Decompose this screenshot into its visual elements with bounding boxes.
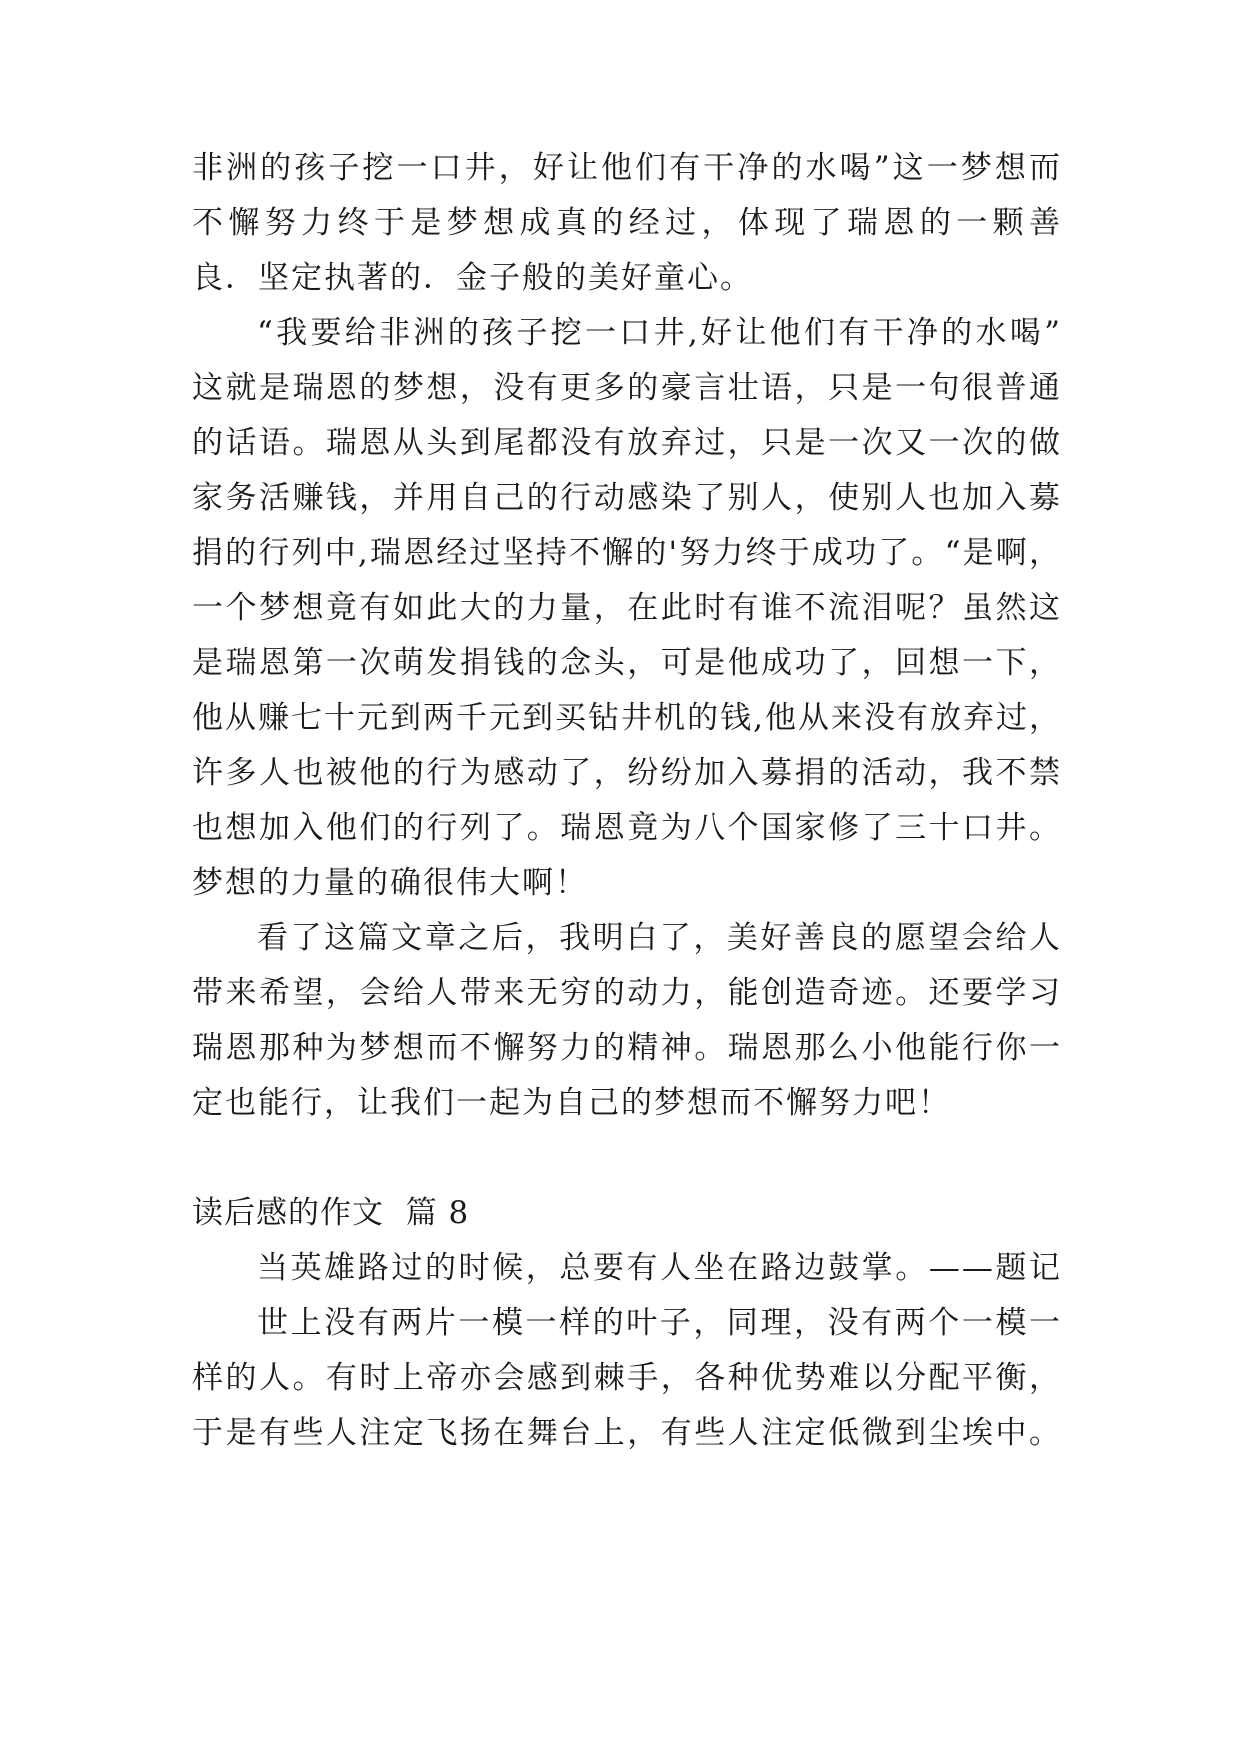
paragraph-line: 的话语。瑞恩从头到尾都没有放弃过，只是一次又一次的做 bbox=[192, 425, 1062, 461]
paragraph-line: 不懈努力终于是梦想成真的经过，体现了瑞恩的一颗善 bbox=[192, 205, 1062, 241]
paragraph-line: 瑞恩那种为梦想而不懈努力的精神。瑞恩那么小他能行你一 bbox=[192, 1030, 1062, 1066]
section-title: 读后感的作文 篇 8 bbox=[192, 1195, 470, 1231]
paragraph-line: 家务活赚钱，并用自己的行动感染了别人，使别人也加入募 bbox=[192, 480, 1062, 516]
paragraph-line: 良．坚定执著的．金子般的美好童心。 bbox=[192, 260, 753, 296]
paragraph-line: 当英雄路过的时候，总要有人坐在路边鼓掌。——题记 bbox=[257, 1250, 1062, 1286]
paragraph-line: 一个梦想竟有如此大的力量，在此时有谁不流泪呢？虽然这 bbox=[192, 590, 1062, 626]
paragraph-line: 捐的行列中,瑞恩经过坚持不懈的'努力终于成功了。“是啊， bbox=[192, 535, 1062, 571]
paragraph-line: 于是有些人注定飞扬在舞台上，有些人注定低微到尘埃中。 bbox=[192, 1415, 1062, 1451]
paragraph-line: 许多人也被他的行为感动了，纷纷加入募捐的活动，我不禁 bbox=[192, 755, 1062, 791]
paragraph-line: 看了这篇文章之后，我明白了，美好善良的愿望会给人 bbox=[257, 920, 1062, 956]
paragraph-line: 带来希望，会给人带来无穷的动力，能创造奇迹。还要学习 bbox=[192, 975, 1062, 1011]
paragraph-line: 他从赚七十元到两千元到买钻井机的钱,他从来没有放弃过， bbox=[192, 700, 1062, 736]
paragraph-line: 定也能行，让我们一起为自己的梦想而不懈努力吧！ bbox=[192, 1085, 951, 1121]
paragraph-line: 这就是瑞恩的梦想，没有更多的豪言壮语，只是一句很普通 bbox=[192, 370, 1062, 406]
paragraph-line: 梦想的力量的确很伟大啊！ bbox=[192, 865, 588, 901]
paragraph-line: 世上没有两片一模一样的叶子，同理，没有两个一模一 bbox=[257, 1305, 1062, 1341]
paragraph-line: 样的人。有时上帝亦会感到棘手，各种优势难以分配平衡， bbox=[192, 1360, 1062, 1396]
paragraph-line: 是瑞恩第一次萌发捐钱的念头，可是他成功了，回想一下， bbox=[192, 645, 1062, 681]
paragraph-line: “我要给非洲的孩子挖一口井,好让他们有干净的水喝” bbox=[257, 315, 1062, 351]
paragraph-line: 非洲的孩子挖一口井，好让他们有干净的水喝”这一梦想而 bbox=[192, 150, 1062, 186]
paragraph-line: 也想加入他们的行列了。瑞恩竟为八个国家修了三十口井。 bbox=[192, 810, 1062, 846]
